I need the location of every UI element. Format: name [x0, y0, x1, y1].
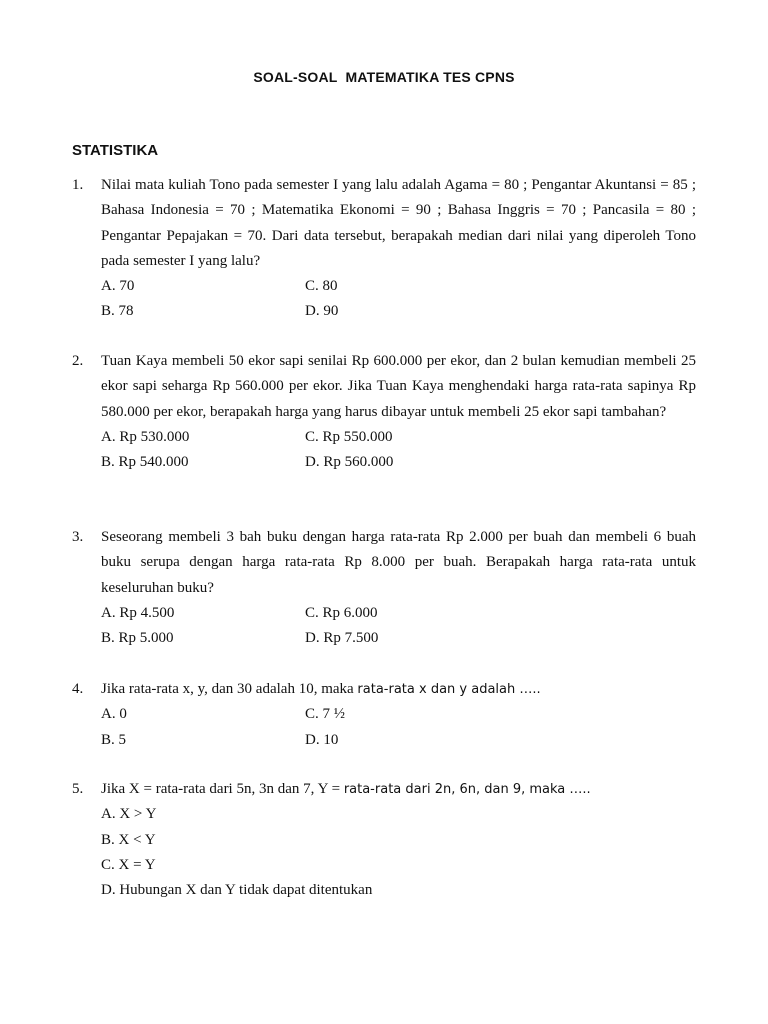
- question-number: 3.: [72, 529, 84, 545]
- question-text-main: Jika rata-rata x, y, dan 30 adalah 10, maka: [101, 681, 358, 697]
- option-d: D. Rp 560.000: [305, 454, 394, 471]
- option-d: D. Hubungan X dan Y tidak dapat ditentukan: [101, 882, 373, 899]
- question-text: Nilai mata kuliah Tono pada semester I yang lalu adalah Agama = 80 ; Pengantar Akuntansi = 85 ; Bahasa Indonesia = 70 ; Matematika Ekonomi = 90 ; Bahasa Inggris = 70 ; Pancasila = 80 ; Pengantar Pepajakan = 70. Dari data tersebut, berapakah median dari nilai yang diperoleh Tono pada semester I yang lalu?: [101, 177, 696, 269]
- question-text: Seseorang membeli 3 bah buku dengan harga rata-rata Rp 2.000 per buah dan membeli 6 buah buku serupa dengan harga rata-rata Rp 8.000 per buah. Berapakah harga rata-rata untuk keseluruhan buku?: [101, 529, 696, 596]
- option-b: B. Rp 540.000: [101, 454, 189, 471]
- question-number: 4.: [72, 681, 84, 697]
- option-d: D. 90: [305, 303, 339, 320]
- question-2: [72, 349, 696, 475]
- question-text: [101, 777, 696, 802]
- option-b: B. X < Y: [101, 831, 156, 848]
- question-text: Tuan Kaya membeli 50 ekor sapi senilai Rp 600.000 per ekor, dan 2 bulan kemudian membeli 25 ekor sapi seharga Rp 560.000 per ekor. Jika Tuan Kaya menghendaki harga rata-rata sapinya Rp 580.000 per ekor, berapakah harga yang harus dibayar untuk membeli 25 ekor sapi tambahan?: [101, 353, 696, 420]
- page-title: SOAL-SOAL MATEMATIKA TES CPNS: [253, 69, 515, 85]
- answer-options: [101, 802, 696, 903]
- section-heading: STATISTIKA: [72, 142, 159, 159]
- question-text: [101, 677, 696, 702]
- answer-options: [101, 702, 696, 753]
- question-1: [72, 173, 696, 325]
- option-a: A. 70: [101, 278, 135, 295]
- option-d: D. Rp 7.500: [305, 630, 379, 647]
- question-text-tail: rata-rata dari 2n, 6n, dan 9, maka …..: [343, 782, 591, 797]
- option-c: C. 80: [305, 278, 338, 295]
- option-c: C. Rp 6.000: [305, 604, 378, 621]
- question-number: 1.: [72, 177, 84, 193]
- option-a: A. 0: [101, 706, 127, 723]
- option-a: A. Rp 4.500: [101, 604, 175, 621]
- answer-options: [101, 274, 696, 325]
- option-c: C. X = Y: [101, 856, 156, 873]
- option-c: C. 7 ½: [305, 706, 346, 723]
- question-text-main: Jika X = rata-rata dari 5n, 3n dan 7, Y =: [101, 781, 344, 797]
- option-d: D. 10: [305, 731, 339, 748]
- answer-options: [101, 425, 696, 476]
- answer-options: [101, 601, 696, 652]
- option-b: B. 78: [101, 303, 134, 320]
- question-4: [72, 677, 696, 753]
- question-number: 5.: [72, 781, 84, 797]
- question-3: [72, 525, 696, 651]
- question-text-tail: rata-rata x dan y adalah …..: [357, 682, 541, 697]
- option-a: A. Rp 530.000: [101, 428, 190, 445]
- question-5: [72, 777, 696, 903]
- option-c: C. Rp 550.000: [305, 428, 393, 445]
- option-b: B. Rp 5.000: [101, 630, 174, 647]
- question-number: 2.: [72, 353, 84, 369]
- option-b: B. 5: [101, 731, 127, 748]
- option-a: A. X > Y: [101, 806, 157, 823]
